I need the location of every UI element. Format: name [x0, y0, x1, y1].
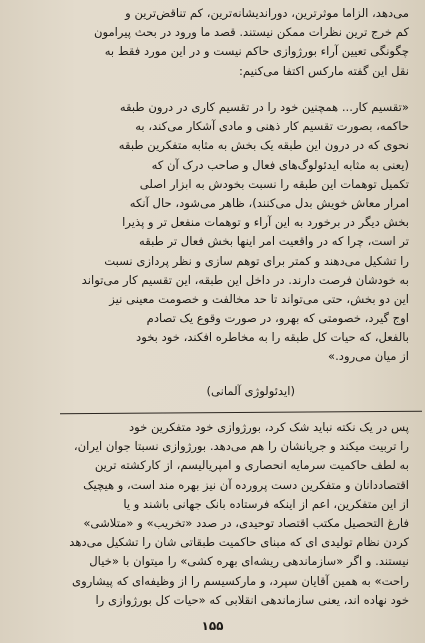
- text-line: پس در یک نکته نباید شک کرد، بورژوازی خود متفکرین خود: [128, 420, 409, 434]
- text-line: نقل این گفته مارکس اکتفا می‌کنیم:: [239, 63, 409, 78]
- quote-source: (ایدئولوژی آلمانی): [206, 384, 295, 398]
- quote-line: (یعنی به مثابه ایدئولوگ‌های فعال و صاحب درک آن که: [151, 157, 409, 172]
- text-line: نیستند. و اگر «سازماندهی ریشه‌ای بهره کشی» را میتوان با «خیال: [89, 554, 409, 569]
- text-line: از این متفکرین، اعم از اینکه فرستاده بانک جهانی باشند و یا: [123, 496, 409, 511]
- quote-line: حاکمه، بصورت تقسیم کار ذهنی و مادی آشکار می‌کند، به: [135, 119, 409, 134]
- paragraph-bottom: [14, 418, 409, 610]
- quote-line: اوج گیرد، خصومتی که بهرو، در صورت وقوع یک تصادم: [146, 311, 409, 326]
- text-line: می‌دهد، الزاما موثرترین، دوراندیشانه‌ترین، کم تناقض‌ترین و: [125, 6, 409, 20]
- quote-block: [14, 98, 409, 367]
- page-number: ۱۵۵: [201, 619, 224, 633]
- text-line: اقتصاددانان و متفکرین دست پرورده آن نیز بهره مند است، و هیچیک: [83, 477, 409, 492]
- quote-line: تکمیل توهمات این طبقه را نسبت بخودش به ابزار اصلی: [139, 176, 409, 191]
- quote-line: «تقسیم کار... همچنین خود را در تقسیم کاری در درون طبقه: [119, 100, 409, 114]
- text-line: فارغ التحصیل مکتب اقتصاد توحیدی، در صدد «تخریب» و «متلاشی»: [83, 515, 409, 530]
- quote-line: تر است، چرا که در واقعیت امر اینها بخش فعال تر طبقه: [138, 234, 409, 249]
- text-line: به لطف حاکمیت سرمایه انحصاری و امپریالیسم، از کارکشته ترین: [94, 458, 409, 473]
- quote-line: بخش دیگر در برخورد به این آراء و توهمات منفعل تر و پذیرا: [122, 215, 409, 230]
- text-line: چگونگی تعیین آراء بورژوازی حاکم نیست و در این مورد فقط به: [104, 44, 409, 59]
- text-line: راحت» به همین آقایان سپرد، و مارکسیسم را از وظیفه‌ای که پیشاروی: [72, 573, 409, 588]
- quote-line: را تشکیل می‌دهند و کمتر برای توهم سازی و نظر پردازی نسبت: [104, 253, 409, 268]
- underline-divider: [60, 411, 422, 415]
- quote-line: این دو بخش، حتی می‌تواند تا حد مخالفت و خصومت معینی نیز: [109, 291, 409, 306]
- quote-line: بالفعل، که حیات کل طبقه را به مخاطره افکند، خود بخود: [136, 330, 409, 345]
- quote-line: نحوی که در درون این طبقه یک بخش به مثابه متفکرین طبقه: [118, 138, 409, 153]
- paragraph-top: [14, 4, 409, 81]
- text-line: کردن نظام تولیدی ای که مبنای حاکمیت طبقاتی شان را تشکیل می‌دهد: [69, 535, 409, 550]
- quote-line: از میان می‌رود.»: [328, 349, 409, 364]
- quote-line: امرار معاش خویش بدل می‌کنند)، ظاهر می‌شود، حال آنکه: [129, 195, 409, 210]
- text-line: را تربیت میکند و جریانشان را هم می‌دهد. بورژوازی نسبتا جوان ایران،: [73, 439, 409, 454]
- text-line: کم خرج ترین نظرات ممکن نیستند. قصد ما ورود در بحث پیرامون: [93, 25, 409, 40]
- text-line: خود نهاده اند، یعنی سازماندهی انقلابی که «حیات کل بورژوازی را: [95, 592, 409, 607]
- quote-line: به خودشان فرصت دارند. در داخل این طبقه، این تقسیم کار می‌تواند: [81, 272, 409, 287]
